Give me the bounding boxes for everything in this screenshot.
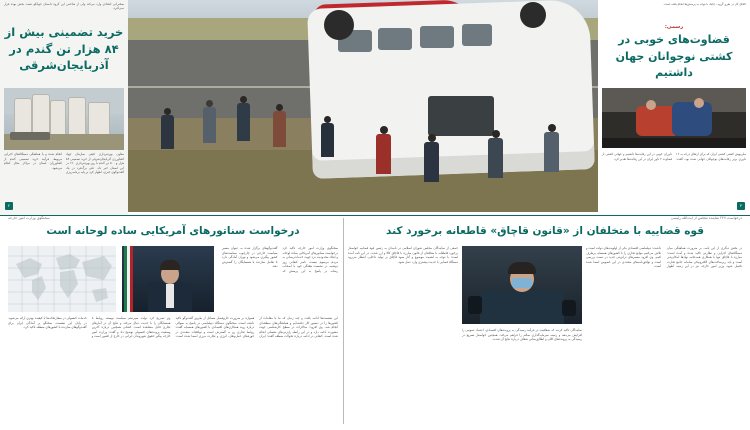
left-column (0, 0, 128, 215)
bottom-left-kicker: سخنگوی وزارت امور خارجه (8, 216, 50, 220)
bl-col4: کنعانی همچنین درباره آخرین وضعیت پرونده‌های کنسولی توضیح داد و گفت: وزارت امور خارجه پیگیر حقوق شهروندان ایرانی در خارج از کشور است و خدمات کنسولی در سفارتخانه‌ها با کیفیت بهتری ارائه می‌شود. در پایان این نشست، سخنگو بر آمادگی ایران برای گفت‌وگوهای سازنده با کشورهای منطقه تاکید کرد. (8, 316, 171, 339)
map-icon (8, 246, 116, 312)
bottom-right-col-b (586, 246, 742, 422)
spokesperson-photo (122, 246, 214, 312)
bl-col2: این نشست‌ها ادامه یافت و چند زمان که ما با مقامات از کشورها را در دستور کار داشته‌ایم و هماهنگی‌های منطقه‌ای انجام شد. وی افزود: مذاکرات در سطح کارشناسی جهت مشورت ادامه دارد و در این رابطه رایزنی‌های مفصلی انجام شده است. کنعانی در ادامه درباره تحولات منطقه گفت: ایران همواره بر ضرورت حل‌وفصل مسائل از طریق گفت‌وگو تاکید داشته است. (175, 316, 338, 339)
bl-col3: سخنگوی دستگاه دیپلماسی در پاسخ به سوالی درباره روند همکاری‌های اقتصادی با کشورهای همسایه گفت: روابط تجاری رو به گسترش است و توافقات متعددی در حوزه‌های حمل‌ونقل، انرژی و تجارت مرزی امضا شده است. وی تصریح کرد دولت سیزدهم سیاست توسعه روابط با همسایگان را با جدیت دنبال می‌کند و نتایج آن در آمارهای تجاری قابل مشاهده است. (91, 316, 255, 339)
bottom-right-kicker: درخواست ۲۲۷ نماینده مجلس از آیت‌الله رئیسی (670, 216, 742, 220)
br-col3: در بخش دیگری از این نامه، بر ضرورت هماهنگی میان دستگاه‌های اجرایی و نظارتی تاکید شده و آمده است: مبارزه با قاچاق تنها با همکاری همه‌جانبه نهادها امکان‌پذیر است و باید زیرساخت‌های الکترونیکی سامانه جامع تجارت تکمیل شود. (667, 246, 742, 269)
right-column (598, 0, 750, 215)
bottom-left-text-columns (8, 316, 338, 422)
left-body-text: معاون بهره‌برداری کیفی سازمان جهاد کشاورزی آذربایجان‌شرقی از خرید تضمینی ۸۴ هزار و ۵۰۰ تن گندم با روز بهره‌برداری ۱۲۰ در این استان خبر داد. علی برگ‌فرد در یک گفت‌وگوی خبری، اظهار کرد بر پایه برنامه‌ریزی انجام شده و با هماهنگی دستگاه‌های اجرایی مربوط، فرآیند خرید تضمینی گندم از کشاورزان استان در مراکز مجاز انجام می‌شود. (4, 152, 124, 174)
right-kicker: رسمی: (664, 24, 684, 30)
page-number-left: ۲ (5, 202, 13, 210)
world-map-graphic (8, 246, 116, 312)
bottom-left-article (8, 216, 338, 240)
bottom-right-col-c (462, 328, 582, 422)
bottom-left-text-right (222, 246, 338, 312)
vertical-divider (343, 218, 344, 424)
right-top-text: الحاق کار در طرح گروه ـ چابک با توجه به پرسش‌ها انجام یافته است. (663, 2, 746, 6)
bottom-right-article (348, 216, 742, 240)
wrestling-photo (602, 88, 746, 148)
bottom-right-col-a (348, 246, 458, 422)
left-top-text: سخنرانی انتقادی وارد می‌کند ولی از شاخص این گروه داستان جوابگو تست بخش بوده قرار نمی‌گیرد. (4, 2, 124, 11)
page-number-right: ۳ (737, 202, 745, 210)
main-photo (128, 0, 598, 212)
left-headline: خرید تضمینی بیش از ۸۴ هزار تن گندم در آذربایجان‌شرقی (4, 25, 124, 73)
right-body-text: ملی‌پوش کشتی کشتی ایران که برای ارتقای درجه به ۱۶ داوری برتر رقابت‌های نوجوانان جهانی شده بود، گفت: داوران خوبی در این رقابت‌ها داشتیم و جهانی کشتی از قضاوت ۲ داور ایران در این رقابت‌ها تقدیر کرد. (602, 152, 746, 161)
br-col4: وزیر امور خارجه نیز در این زمینه اظهار داشت: دیپلماسی اقتصادی یکی از اولویت‌های دولت است و تلاش می‌کنیم موانع تجاری را با کشورهای همسایه برطرف کنیم. وی افزود مسیرهای ترانزیتی جدید در دست بررسی است و توافق‌نامه‌های متعددی در این خصوص امضا شده است. (586, 246, 724, 269)
silo-photo (4, 88, 124, 150)
bottom-right-title: قوه قضاییه با متخلفان از «قانون قاچاق» قاطعانه برخورد کند (386, 225, 704, 237)
bl-col1: سخنگوی وزارت امور خارجه تاکید کرد درخواست سناتورهای آمریکایی ساده لوحانه و ایجاد محدودیت نزد جهت خدمات‌رسانی به مردم مرسوم نیست. ناصر کنعانی روز دوشنبه در نشست هفتگی خود با اصحاب رسانه در پاسخ به این پرسش که گفت‌وگوهای برگزار شده به عنوان مسیر سیاست خارجی در چارچوب سیاست‌های کشور پیگیری می‌شود و تهران آمادگی دارد تا تعامل سازنده با همسایگان را گسترش دهد. (222, 246, 338, 273)
right-headline: قضاوت‌های خوبی در کشتی نوجوانان جهان داشتیم (615, 33, 733, 79)
bottom-left-title: درخواست سناتورهای آمریکایی ساده لوحانه است (46, 225, 300, 237)
br-col2: نمایندگان تاکید کردند که شفافیت در فرآیند رسیدگی به پرونده‌های اقتصادی، اعتماد عمومی را افزایش می‌دهد و زمینه سرمایه‌گذاری سالم را فراهم می‌کند. همچنین خواستار تسریع در رسیدگی به پرونده‌های کلان و اطلاع‌رسانی شفاف درباره نتایج آن شدند. (462, 328, 582, 342)
br-col1: جمعی از نمایندگان مجلس شورای اسلامی در نامه‌ای به رئیس قوه قضاییه خواستار برخورد قاطعانه با متخلفان از قانون مبارزه با قاچاق کالا و ارز شدند. در این نامه آمده است: با توجه به اهمیت موضوع و آثار سوء قاچاق بر تولید داخلی، انتظار می‌رود دستگاه قضایی با جدیت بیشتری وارد عمل شود. (348, 246, 458, 264)
official-photo (462, 246, 582, 324)
